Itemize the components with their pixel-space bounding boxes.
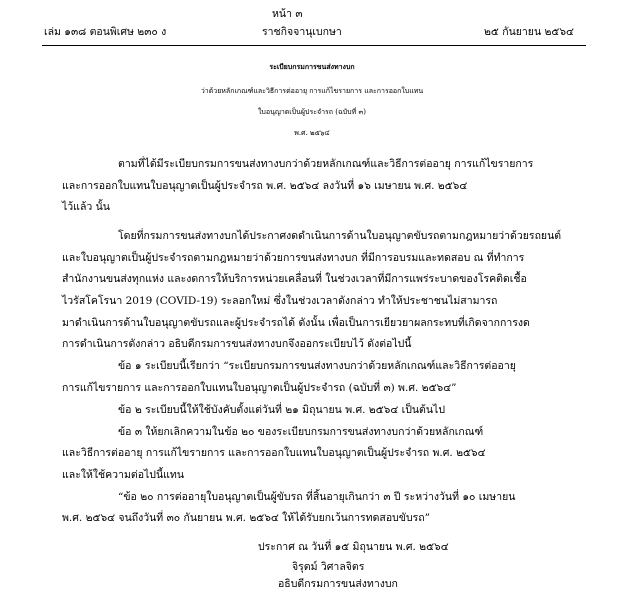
clause-3-line: และให้ใช้ความต่อไปนี้แทน [62,469,184,481]
quoted-clause-line: “ข้อ ๒๐ การต่ออายุใบอนุญาตเป็นผู้ขับรถ ที่สิ้นอายุเกินกว่า ๓ ปี ระหว่างวันที่ ๑๐ เมษายน [118,491,516,503]
announcement-date: ประกาศ ณ วันที่ ๑๕ มิถุนายน พ.ศ. ๒๕๖๔ [258,541,449,553]
clause-1-line: ข้อ ๑ ระเบียบนี้เรียกว่า “ระเบียบกรมการขนส่งทางบกว่าด้วยหลักเกณฑ์และวิธีการต่ออายุ [118,360,516,372]
document-title: ระเบียบกรมการขนส่งทางบก [269,62,355,71]
clause-3-line: และวิธีการต่ออายุ การแก้ไขรายการ และการออกใบแทนใบอนุญาตเป็นผู้ประจำรถ พ.ศ. ๒๕๖๔ [62,447,486,459]
header-gazette: ราชกิจจานุเบกษา [262,26,342,38]
paragraph-line: และการออกใบแทนใบอนุญาตเป็นผู้ประจำรถ พ.ศ. ๒๕๖๔ ลงวันที่ ๑๖ เมษายน พ.ศ. ๒๕๖๔ [62,180,468,192]
paragraph-line: ไว้แล้ว นั้น [62,201,110,213]
header-date: ๒๕ กันยายน ๒๕๖๔ [484,26,574,38]
signatory-name: จิรุตม์ วิศาลจิตร [292,561,365,573]
clause-2-line: ข้อ ๒ ระเบียบนี้ให้ใช้บังคับตั้งแต่วันที่ ๒๑ มิถุนายน พ.ศ. ๒๕๖๔ เป็นต้นไป [118,404,445,416]
paragraph-line: ตามที่ได้มีระเบียบกรมการขนส่งทางบกว่าด้วยหลักเกณฑ์และวิธีการต่ออายุ การแก้ไขรายการ [118,158,534,170]
header-divider [42,45,586,46]
document-subtitle-2: ใบอนุญาตเป็นผู้ประจำรถ (ฉบับที่ ๓) [258,108,366,116]
paragraph-line: สำนักงานขนส่งทุกแห่ง และงดการให้บริการหน่วยเคลื่อนที่ ในช่วงเวลาที่มีการแพร่ระบาดของโรคติดเชื้อ [62,273,527,285]
quoted-clause-line: พ.ศ. ๒๕๖๔ จนถึงวันที่ ๓๐ กันยายน พ.ศ. ๒๕๖๔ ให้ได้รับยกเว้นการทดสอบขับรถ” [62,512,431,524]
paragraph-line: ไวรัสโคโรนา 2019 (COVID-19) ระลอกใหม่ ซึ่งในช่วงเวลาดังกล่าว ทำให้ประชาชนไม่สามารถ [62,295,498,307]
document-subtitle-1: ว่าด้วยหลักเกณฑ์และวิธีการต่ออายุ การแก้ไขรายการ และการออกใบแทน [200,87,424,95]
paragraph-line: มาดำเนินการด้านใบอนุญาตขับรถและผู้ประจำรถได้ ดังนั้น เพื่อเป็นการเยียวยาผลกระทบที่เกิดจากการงด [62,317,530,329]
header-volume: เล่ม ๑๓๘ ตอนพิเศษ ๒๓๐ ง [44,26,167,38]
paragraph-line: และใบอนุญาตเป็นผู้ประจำรถตามกฎหมายว่าด้วยการขนส่งทางบก ที่มีการอบรมและทดสอบ ณ ที่ทำการ [62,252,525,264]
clause-3-line: ข้อ ๓ ให้ยกเลิกความในข้อ ๒๐ ของระเบียบกรมการขนส่งทางบกว่าด้วยหลักเกณฑ์ [118,426,484,438]
paragraph-line: โดยที่กรมการขนส่งทางบกได้ประกาศงดดำเนินการด้านใบอนุญาตขับรถตามกฎหมายว่าด้วยรถยนต์ [118,230,562,242]
header-page-number: หน้า ๓ [272,8,303,20]
clause-1-line: การแก้ไขรายการ และการออกใบแทนใบอนุญาตเป็นผู้ประจำรถ (ฉบับที่ ๓) พ.ศ. ๒๕๖๔” [62,382,457,394]
paragraph-line: การดำเนินการดังกล่าว อธิบดีกรมการขนส่งทางบกจึงออกระเบียบไว้ ดังต่อไปนี้ [62,338,412,350]
document-year: พ.ศ. ๒๕๖๔ [294,129,330,137]
signatory-position: อธิบดีกรมการขนส่งทางบก [278,578,398,590]
